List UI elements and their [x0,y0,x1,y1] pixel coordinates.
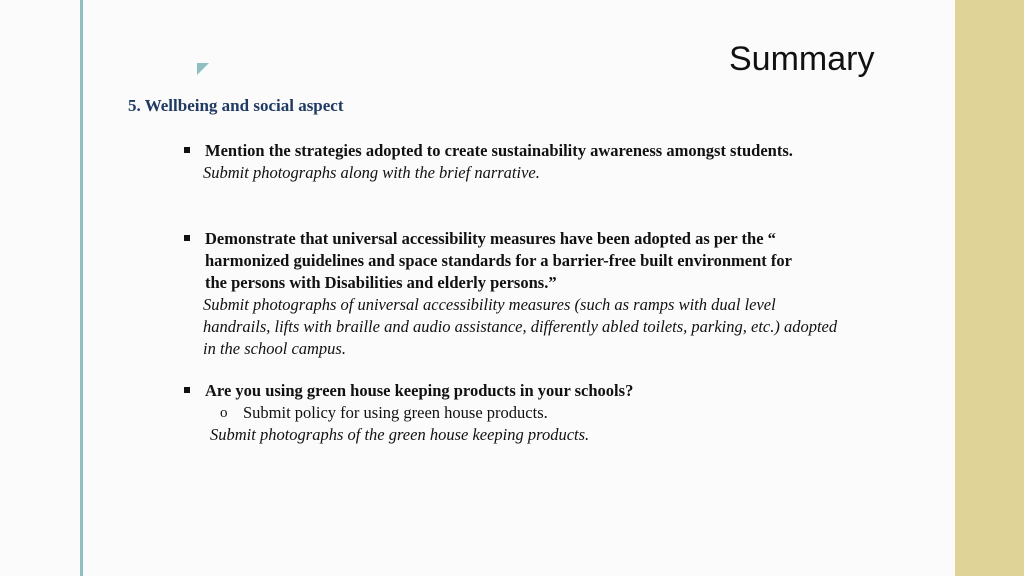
left-accent-rule [80,0,83,576]
item-2-note-line-3: in the school campus. [203,339,346,358]
right-accent-band [955,0,1024,576]
circle-bullet-icon: o [220,405,228,421]
item-1-question: Mention the strategies adopted to create sustainability awareness amongst students. [205,141,793,160]
item-2-note-line-2: handrails, lifts with braille and audio assistance, differently abled toilets, parking, etc.) adopted [203,317,838,336]
item-2-question-line-1: Demonstrate that universal accessibility measures have been adopted as per the “ [205,229,776,248]
square-bullet-icon [184,235,190,241]
item-3-sub-item: Submit policy for using green house products. [243,403,548,422]
square-bullet-icon [184,387,190,393]
section-heading: 5. Wellbeing and social aspect [128,96,344,115]
square-bullet-icon [184,147,190,153]
item-2-question-line-2: harmonized guidelines and space standards for a barrier-free built environment for [205,251,792,270]
item-2-question-line-3: the persons with Disabilities and elderly persons.” [205,273,557,292]
item-1-note: Submit photographs along with the brief narrative. [203,163,540,182]
item-3-question: Are you using green house keeping products in your schools? [205,381,634,400]
item-3-note: Submit photographs of the green house keeping products. [210,425,590,444]
item-2-note-line-1: Submit photographs of universal accessibility measures (such as ramps with dual level [203,295,776,314]
slide-title: Summary [729,40,875,78]
corner-triangle-icon [197,63,209,75]
